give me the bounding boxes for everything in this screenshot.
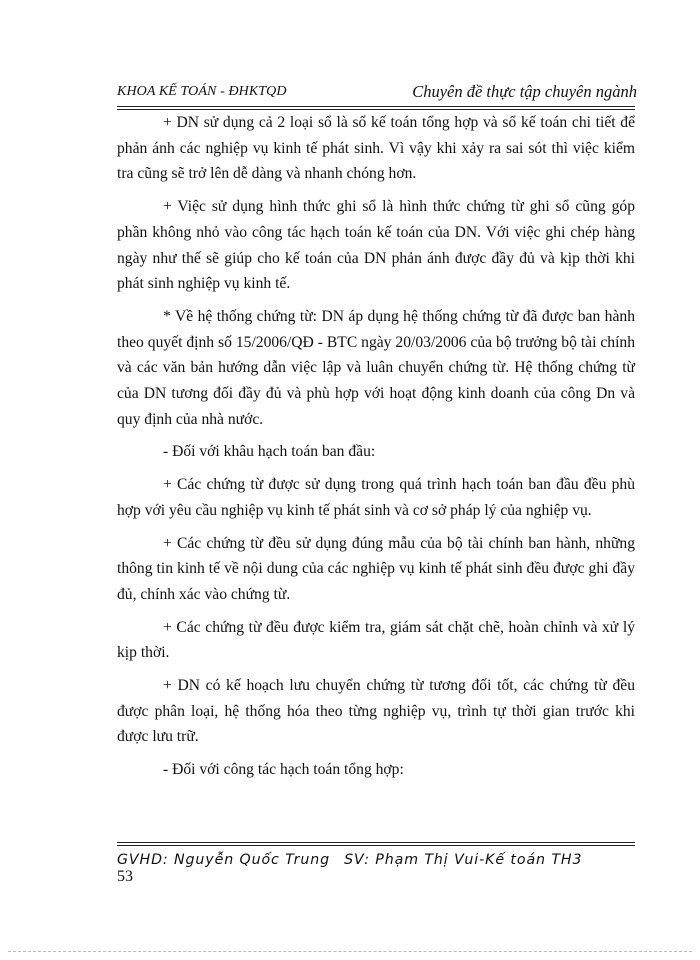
page-header [117, 82, 637, 106]
paragraph-2: + Việc sử dụng hình thức ghi sổ là hình thức chứng từ ghi sổ cũng góp phần không nhỏ vào công tác hạch toán kế toán của DN. Với việc ghi chép hàng ngày như thế sẽ giúp cho kế toán của DN phản ánh được đầy đủ và kịp thời khi phát sinh nghiệp vụ kinh tế. [117, 198, 635, 293]
paragraph-8: + DN có kế hoạch lưu chuyển chứng từ tương đối tốt, các chứng từ đều được phân loại, hệ thống hóa theo từng nghiệp vụ, trình tự thời gian trước khi được lưu trữ. [117, 677, 635, 746]
page-number: 53 [117, 868, 133, 885]
page-footer [117, 850, 635, 870]
paragraph-5: + Các chứng từ được sử dụng trong quá trình hạch toán ban đầu đều phù hợp với yêu cầu nghiệp vụ kinh tế phát sinh và cơ sở pháp lý của nghiệp vụ. [117, 476, 635, 519]
header-faculty: KHOA KẾ TOÁN - ĐHKTQD [117, 84, 287, 99]
paragraph-3: * Về hệ thống chứng từ: DN áp dụng hệ thống chứng từ đã được ban hành theo quyết định số 15/2006/QĐ - BTC ngày 20/03/2006 của bộ trưởng bộ tài chính và các văn bản hướng dẫn việc lập và luân chuyển chứng từ. Hệ thống chứng từ của DN tương đối đầy đủ và phù hợp với hoạt động kinh doanh của công Dn và quy định của nhà nước. [117, 307, 635, 428]
paragraph-4: - Đối với khâu hạch toán ban đầu: [163, 443, 376, 461]
footer-divider [117, 842, 635, 846]
paragraph-6: + Các chứng từ đều sử dụng đúng mẫu của bộ tài chính ban hành, những thông tin kinh tế về nội dung của các nghiệp vụ kinh tế phát sinh đều được ghi đầy đủ, chính xác vào chứng từ. [117, 534, 635, 603]
footer-advisor: GVHD: Nguyễn Quốc Trung [117, 852, 331, 868]
paragraph-9: - Đối với công tác hạch toán tổng hợp: [163, 761, 404, 779]
page-edge-line [8, 951, 692, 952]
paragraph-7: + Các chứng từ đều được kiểm tra, giám sát chặt chẽ, hoàn chỉnh và xử lý kịp thời. [117, 618, 635, 662]
header-report-title: Chuyên đề thực tập chuyên ngành [412, 82, 637, 101]
footer-student: SV: Phạm Thị Vui-Kế toán TH3 [344, 852, 583, 868]
page-body [117, 110, 635, 790]
paragraph-1: + DN sử dụng cả 2 loại sổ là sổ kế toán tổng hợp và sổ kế toán chi tiết để phản ánh các nghiệp vụ kinh tế phát sinh. Vì vậy khi xảy ra sai sót thì việc kiểm tra cũng sẽ trở lên dễ dàng và nhanh chóng hơn. [117, 114, 635, 183]
